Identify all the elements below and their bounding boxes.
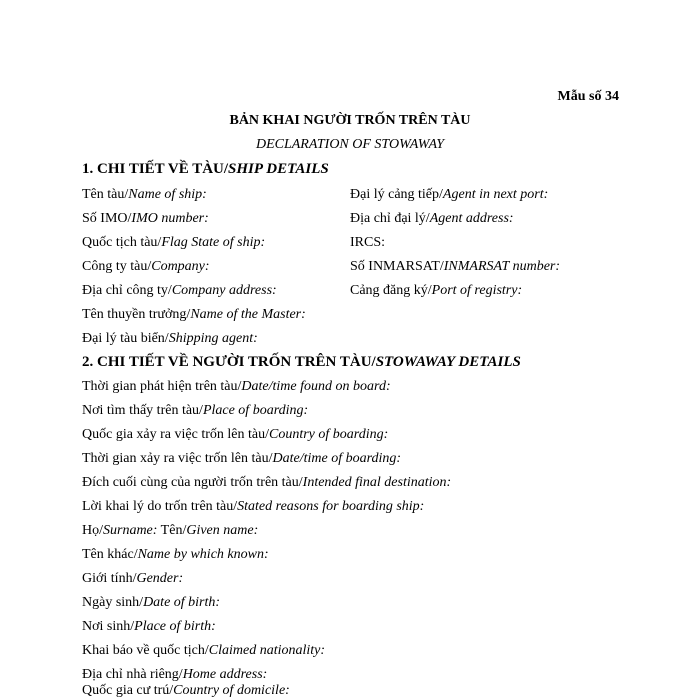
section-ship-details-heading	[82, 161, 329, 178]
field-label-en: Shipping agent:	[168, 331, 258, 346]
field-company	[82, 258, 210, 276]
field-place-of-boarding	[82, 402, 308, 420]
field-label-en: Country of domicile:	[173, 683, 290, 698]
field-label-en: Name of ship:	[128, 187, 207, 202]
field-name-of-master	[82, 306, 306, 324]
field-label-en: Name by which known:	[137, 547, 269, 562]
field-label-vi: Tên thuyền trưởng/	[82, 307, 191, 322]
field-label-en: Surname:	[103, 523, 158, 538]
field-label-vi: Công ty tàu/	[82, 259, 152, 274]
field-label-vi: Tên tàu/	[82, 187, 129, 202]
field-date-time-of-boarding	[82, 450, 401, 468]
field-label-vi: Số IMO/	[82, 211, 132, 226]
field-company-address	[82, 282, 277, 300]
field-label-en: Agent address:	[429, 211, 514, 226]
field-label-en: Country of boarding:	[268, 427, 389, 442]
field-inmarsat-number	[350, 258, 560, 276]
field-stated-reasons	[82, 498, 424, 516]
field-label-vi: Địa chỉ công ty/	[82, 283, 172, 298]
field-imo-number	[82, 210, 209, 228]
field-label-en: Date/time found on board:	[241, 379, 391, 394]
document-subtitle: DECLARATION OF STOWAWAY	[255, 137, 445, 152]
field-label-en: Date of birth:	[143, 595, 221, 610]
field-name-by-which-known	[82, 546, 269, 564]
heading-en: STOWAWAY DETAILS	[375, 354, 521, 370]
field-label-en: INMARSAT number:	[443, 259, 561, 274]
field-label-vi: Quốc gia cư trú/	[82, 683, 174, 698]
field-country-of-boarding	[82, 426, 388, 444]
field-label-vi: Địa chỉ nhà riêng/	[82, 667, 183, 682]
field-label-vi: Quốc tịch tàu/	[82, 235, 162, 250]
field-label-vi: Thời gian phát hiện trên tàu/	[82, 379, 242, 394]
field-label-en: Gender:	[136, 571, 184, 586]
field-label-vi: Lời khai lý do trốn trên tàu/	[82, 499, 238, 514]
field-claimed-nationality	[82, 642, 325, 660]
field-date-of-birth	[82, 594, 220, 612]
section-stowaway-details-heading	[82, 354, 521, 371]
field-label-en: Agent in next port:	[442, 187, 549, 202]
field-label-en: Date/time of boarding:	[272, 451, 402, 466]
field-label-vi: Ngày sinh/	[82, 595, 144, 610]
field-label-vi: Cảng đăng ký/	[350, 283, 432, 298]
field-label-vi: Nơi sinh/	[82, 619, 135, 634]
field-surname-given-name	[82, 522, 258, 540]
field-label-vi: Nơi tìm thấy trên tàu/	[82, 403, 203, 418]
field-label-vi-2: Tên/	[157, 523, 187, 538]
field-label-vi: Họ/	[82, 523, 103, 538]
field-label-vi: Số INMARSAT/	[350, 259, 444, 274]
field-label-en: Company address:	[171, 283, 277, 298]
field-shipping-agent	[82, 330, 258, 348]
field-label-en: Company:	[151, 259, 210, 274]
field-label-en-2: Given name:	[186, 523, 259, 538]
field-intended-final-destination	[82, 474, 451, 492]
field-label-en: Flag State of ship:	[161, 235, 266, 250]
field-label-vi: Thời gian xảy ra việc trốn lên tàu/	[82, 451, 273, 466]
field-label-vi: Quốc gia xảy ra việc trốn lên tàu/	[82, 427, 269, 442]
form-number: Mẫu số 34	[557, 89, 619, 104]
field-label-vi: Khai báo về quốc tịch/	[82, 643, 209, 658]
field-name-of-ship	[82, 186, 207, 204]
field-label-vi: Giới tính/	[82, 571, 137, 586]
field-label-vi: IRCS:	[350, 235, 386, 250]
field-label-vi: Tên khác/	[82, 547, 138, 562]
field-label-vi: Địa chỉ đại lý/	[350, 211, 430, 226]
field-port-of-registry	[350, 282, 522, 300]
field-label-en: Place of birth:	[134, 619, 216, 634]
field-label-vi: Đích cuối cùng của người trốn trên tàu/	[82, 475, 303, 490]
field-label-en: Place of boarding:	[202, 403, 309, 418]
field-label-en: Name of the Master:	[190, 307, 306, 322]
heading-vi: 1. CHI TIẾT VỀ TÀU/	[82, 161, 229, 177]
field-label-en: Home address:	[182, 667, 268, 682]
heading-en: SHIP DETAILS	[228, 161, 329, 177]
field-agent-next-port	[350, 186, 548, 204]
field-agent-address	[350, 210, 514, 228]
field-place-of-birth	[82, 618, 216, 636]
field-gender	[82, 570, 183, 588]
field-label-en: IMO number:	[131, 211, 209, 226]
field-label-vi: Đại lý tàu biển/	[82, 331, 169, 346]
heading-vi: 2. CHI TIẾT VỀ NGƯỜI TRỐN TRÊN TÀU/	[82, 354, 376, 370]
field-label-en: Stated reasons for boarding ship:	[237, 499, 425, 514]
field-label-vi: Đại lý cảng tiếp/	[350, 187, 443, 202]
field-label-en: Claimed nationality:	[208, 643, 326, 658]
document-title: BẢN KHAI NGƯỜI TRỐN TRÊN TÀU	[229, 113, 471, 128]
field-flag-state	[82, 234, 265, 252]
field-ircs	[350, 234, 385, 252]
field-date-time-found	[82, 378, 391, 396]
field-country-of-domicile	[82, 682, 290, 700]
field-label-en: Port of registry:	[431, 283, 523, 298]
field-label-en: Intended final destination:	[302, 475, 452, 490]
